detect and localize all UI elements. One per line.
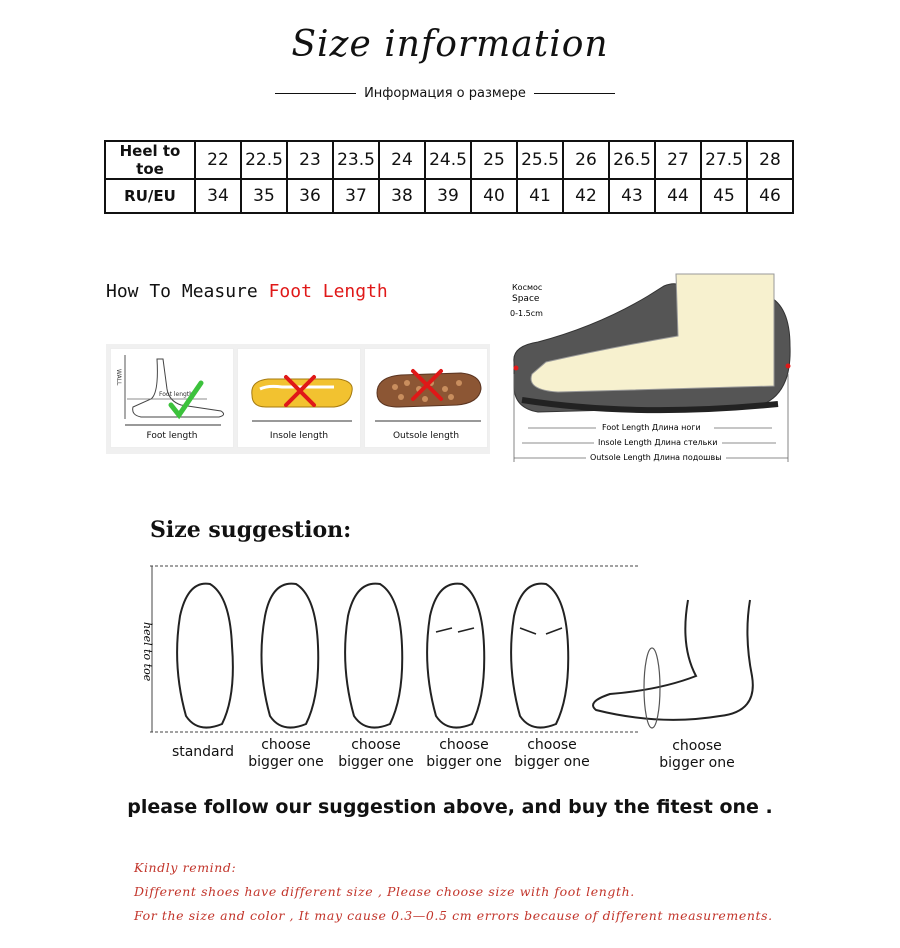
table-cell: 39 <box>425 179 471 213</box>
foot-wall-illustration <box>111 349 233 429</box>
space-range-label: 0-1.5cm <box>510 309 543 318</box>
table-cell: 45 <box>701 179 747 213</box>
measure-heading-plain: How To Measure <box>106 281 258 302</box>
caption-line2: bigger one <box>426 754 502 770</box>
table-cell: 40 <box>471 179 517 213</box>
table-cell: 27.5 <box>701 141 747 179</box>
caption-bigger-5 <box>644 738 750 772</box>
table-cell: 38 <box>379 179 425 213</box>
table-cell: 24.5 <box>425 141 471 179</box>
caption-line2: bigger one <box>514 754 590 770</box>
table-cell: 27 <box>655 141 701 179</box>
table-cell: 22 <box>195 141 241 179</box>
size-table <box>104 140 794 214</box>
table-cell: 26.5 <box>609 141 655 179</box>
remind-title: Kindly remind: <box>134 860 237 875</box>
card-outsole-length <box>364 348 488 448</box>
caption-line2: bigger one <box>338 754 414 770</box>
table-cell: 28 <box>747 141 793 179</box>
caption-line1: choose <box>261 737 311 753</box>
insole-length-label: Insole Length Длина стельки <box>598 438 718 447</box>
inner-label: Foot length <box>159 391 193 398</box>
follow-suggestion-text: please follow our suggestion above, and buy the fitest one . <box>127 796 773 818</box>
table-row-heel-to-toe <box>105 141 793 179</box>
divider <box>534 93 615 94</box>
table-cell: 34 <box>195 179 241 213</box>
table-cell: 25.5 <box>517 141 563 179</box>
table-cell: 24 <box>379 141 425 179</box>
caption-line2: bigger one <box>659 755 735 771</box>
caption-line1: choose <box>672 738 722 754</box>
caption-bigger-1 <box>236 737 336 771</box>
insole-illustration <box>238 349 360 429</box>
table-row-ru-eu <box>105 179 793 213</box>
card-label: Insole length <box>269 431 329 441</box>
space-ru-label: Космос <box>512 283 543 292</box>
subtitle: Информация о размере <box>364 86 526 101</box>
table-cell: 23 <box>287 141 333 179</box>
table-cell: 23.5 <box>333 141 379 179</box>
row-header: Heel to toe <box>105 141 195 179</box>
caption-bigger-4 <box>502 737 602 771</box>
table-cell: 26 <box>563 141 609 179</box>
space-en-label: Space <box>512 294 540 304</box>
caption-line2: bigger one <box>248 754 324 770</box>
card-label: Foot length <box>146 431 198 441</box>
caption-line1: choose <box>351 737 401 753</box>
measure-heading <box>106 281 388 302</box>
wall-label: WALL <box>115 369 122 386</box>
table-cell: 42 <box>563 179 609 213</box>
caption-line1: choose <box>439 737 489 753</box>
table-cell: 37 <box>333 179 379 213</box>
card-label: Outsole length <box>392 431 460 441</box>
caption-line1: standard <box>171 744 235 760</box>
table-cell: 22.5 <box>241 141 287 179</box>
subtitle-row <box>275 86 615 101</box>
foot-length-label: Foot Length Длина ноги <box>602 423 701 432</box>
caption-line1: choose <box>527 737 577 753</box>
table-cell: 36 <box>287 179 333 213</box>
foot-suggestion-illustration <box>140 556 780 742</box>
caption-bigger-2 <box>326 737 426 771</box>
table-cell: 25 <box>471 141 517 179</box>
table-cell: 35 <box>241 179 287 213</box>
remind-line: For the size and color , It may cause 0.3—0.5 cm errors because of different measurements. <box>134 908 773 923</box>
foot-outlines <box>177 584 753 728</box>
remind-line: Different shoes have different size , Please choose size with foot length. <box>134 884 635 899</box>
table-cell: 43 <box>609 179 655 213</box>
divider <box>275 93 356 94</box>
axis-label: heel to toe <box>141 622 154 682</box>
table-cell: 44 <box>655 179 701 213</box>
caption-bigger-3 <box>414 737 514 771</box>
shoe-measure-diagram <box>498 266 798 466</box>
table-cell: 46 <box>747 179 793 213</box>
outsole-illustration <box>365 349 487 429</box>
card-foot-length <box>110 348 234 448</box>
outsole-length-label: Outsole Length Длина подошвы <box>590 453 722 462</box>
card-insole-length <box>237 348 361 448</box>
row-header: RU/EU <box>105 179 195 213</box>
page-title: Size information <box>291 24 609 65</box>
suggestion-title: Size suggestion: <box>150 517 352 543</box>
table-cell: 41 <box>517 179 563 213</box>
measure-heading-red: Foot Length <box>268 281 388 302</box>
